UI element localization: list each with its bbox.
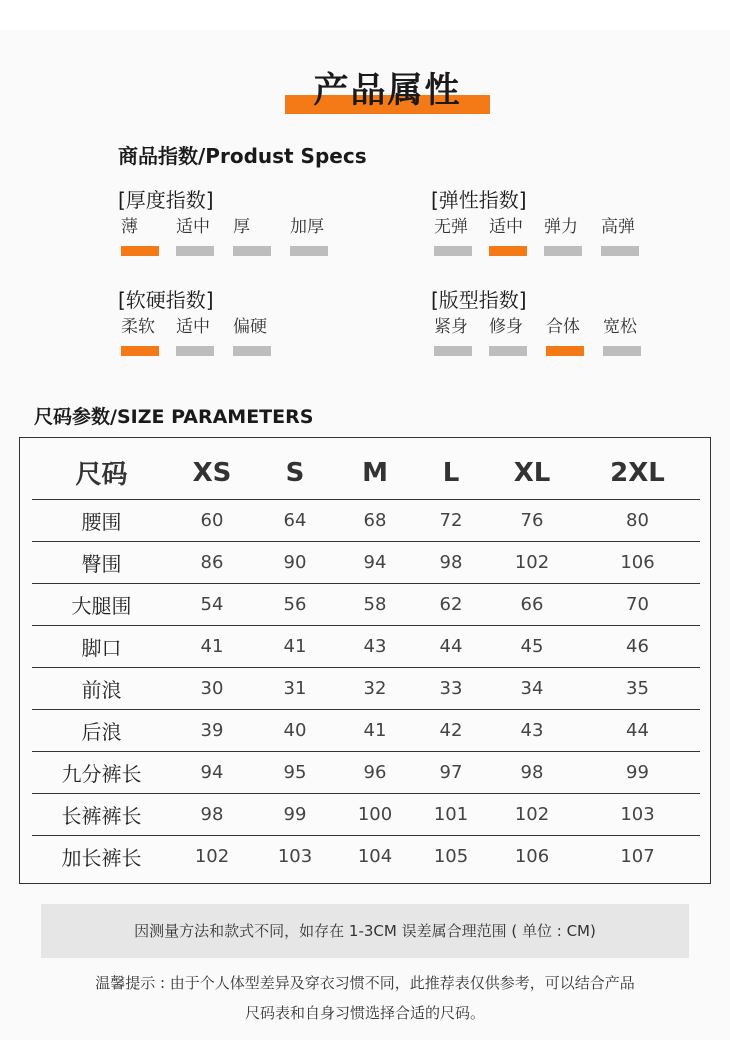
fit-index-group [431, 286, 637, 358]
table-cell: 31 [253, 668, 337, 710]
table-row [32, 626, 700, 668]
table-cell: 95 [253, 752, 337, 794]
table-cell: 107 [620, 846, 655, 867]
table-row [32, 752, 700, 794]
table-cell: 42 [413, 710, 489, 752]
table-header-cell: XS [171, 446, 253, 500]
option-high-stretch [601, 214, 641, 240]
table-cell: 43 [489, 710, 575, 752]
table-cell: 98 [489, 752, 575, 794]
row-label-cell: 脚口 [32, 626, 171, 668]
row-label-cell: 九分裤长 [32, 752, 171, 794]
option-bar [489, 246, 527, 256]
table-cell: 99 [253, 794, 337, 836]
option-label: 柔软 [121, 317, 155, 337]
option-list [118, 214, 324, 258]
elasticity-index-group [431, 186, 635, 258]
option-firm [233, 314, 273, 340]
row-label-cell: 长裤裤长 [32, 794, 171, 836]
table-cell: 103 [575, 794, 700, 836]
table-cell: 97 [413, 752, 489, 794]
table-row [32, 710, 700, 752]
option-label: 偏硬 [233, 317, 267, 337]
option-bar [176, 346, 214, 356]
option-tight [434, 314, 474, 340]
table-cell: 43 [337, 626, 413, 668]
option-bar [601, 246, 639, 256]
option-bar [176, 246, 214, 256]
table-cell: 98 [413, 542, 489, 584]
table-cell: 96 [337, 752, 413, 794]
option-bar [121, 346, 159, 356]
thickness-index-group [118, 186, 324, 258]
size-table-frame [19, 437, 711, 884]
table-header-row [32, 446, 700, 500]
table-cell: 94 [171, 752, 253, 794]
table-cell: 106 [575, 542, 700, 584]
size-parameters-heading: 尺码参数/SIZE PARAMETERS [34, 406, 314, 428]
option-regular [546, 314, 586, 340]
table-cell: 101 [413, 794, 489, 836]
option-stretch [544, 214, 584, 240]
table-cell: 62 [413, 584, 489, 626]
table-row [32, 668, 700, 710]
table-cell: 102 [489, 542, 575, 584]
option-label: 适中 [176, 217, 210, 237]
table-cell: 34 [489, 668, 575, 710]
table-header-cell: M [337, 446, 413, 500]
table-cell: 76 [489, 500, 575, 542]
table-cell: 94 [337, 542, 413, 584]
row-label-cell: 臀围 [32, 542, 171, 584]
option-label: 修身 [489, 317, 523, 337]
table-cell: 100 [337, 794, 413, 836]
table-cell: 90 [253, 542, 337, 584]
table-row [32, 542, 700, 584]
table-cell: 104 [357, 846, 393, 867]
option-thin [121, 214, 161, 240]
table-row [32, 500, 700, 542]
table-cell: 58 [337, 584, 413, 626]
group-title: [软硬指数] [118, 288, 214, 312]
row-label-cell: 腰围 [32, 500, 171, 542]
option-label: 高弹 [601, 217, 635, 237]
table-cell: 41 [171, 626, 253, 668]
option-label: 厚 [233, 217, 250, 237]
table-header-cell: S [253, 446, 337, 500]
table-cell: 44 [413, 626, 489, 668]
option-label: 紧身 [434, 317, 468, 337]
table-body [32, 500, 700, 878]
option-bar [290, 246, 328, 256]
row-label-cell: 前浪 [32, 668, 171, 710]
table-cell: 80 [575, 500, 700, 542]
specs-heading: 商品指数/Produst Specs [118, 144, 367, 168]
option-bar [434, 246, 472, 256]
group-title: [厚度指数] [118, 188, 214, 212]
option-label: 无弹 [434, 217, 468, 237]
table-row [32, 836, 700, 878]
table-cell: 54 [171, 584, 253, 626]
option-label: 合体 [546, 317, 580, 337]
table-cell: 39 [171, 710, 253, 752]
table-cell: 102 [489, 794, 575, 836]
table-cell: 45 [489, 626, 575, 668]
table-cell: 68 [337, 500, 413, 542]
option-label: 加厚 [290, 217, 324, 237]
option-bar [233, 246, 271, 256]
table-header-cell: 2XL [575, 446, 700, 500]
option-medium [176, 214, 216, 240]
option-bar [603, 346, 641, 356]
option-bar [489, 346, 527, 356]
table-header-cell: 尺码 [32, 446, 171, 500]
option-label: 宽松 [603, 317, 637, 337]
table-header-cell: XL [489, 446, 575, 500]
table-cell: 40 [253, 710, 337, 752]
table-row [32, 794, 700, 836]
option-bar [544, 246, 582, 256]
size-table [32, 446, 700, 877]
table-cell: 44 [575, 710, 700, 752]
option-thick [233, 214, 273, 240]
option-list [431, 314, 637, 358]
table-cell: 98 [171, 794, 253, 836]
option-bar [233, 346, 271, 356]
table-cell: 46 [575, 626, 700, 668]
measurement-note-box [41, 904, 689, 958]
table-cell: 86 [171, 542, 253, 584]
option-list [118, 314, 267, 358]
option-list [431, 214, 635, 258]
option-label: 适中 [489, 217, 523, 237]
option-loose [603, 314, 643, 340]
option-label: 薄 [121, 217, 138, 237]
option-medium [489, 214, 529, 240]
group-title: [弹性指数] [431, 188, 527, 212]
table-cell: 33 [413, 668, 489, 710]
table-header-cell: L [413, 446, 489, 500]
table-cell: 105 [433, 846, 469, 867]
table-cell: 102 [194, 846, 230, 867]
table-cell: 99 [575, 752, 700, 794]
top-band [0, 0, 730, 30]
table-cell: 41 [253, 626, 337, 668]
table-cell: 56 [253, 584, 337, 626]
table-cell: 66 [489, 584, 575, 626]
option-extra-thick [290, 214, 330, 240]
option-label: 适中 [176, 317, 210, 337]
group-title: [版型指数] [431, 288, 527, 312]
option-soft [121, 314, 161, 340]
page-title: 产品属性 [313, 71, 462, 111]
option-bar [546, 346, 584, 356]
table-cell: 72 [413, 500, 489, 542]
table-cell: 70 [575, 584, 700, 626]
option-medium [176, 314, 216, 340]
row-label-cell: 大腿围 [32, 584, 171, 626]
table-cell: 35 [575, 668, 700, 710]
row-label-cell: 加长裤长 [61, 846, 142, 870]
option-slim [489, 314, 529, 340]
option-bar [434, 346, 472, 356]
table-cell: 32 [337, 668, 413, 710]
table-cell: 106 [514, 846, 550, 867]
measurement-note: 因测量方法和款式不同，如存在 1-3CM 误差属合理范围 ( 单位 : CM) [134, 922, 596, 940]
option-bar [121, 246, 159, 256]
option-no-stretch [434, 214, 474, 240]
option-label: 弹力 [544, 217, 578, 237]
table-cell: 103 [277, 846, 313, 867]
warm-tips [40, 968, 690, 1028]
table-cell: 30 [171, 668, 253, 710]
table-cell: 64 [253, 500, 337, 542]
tips-line: 温馨提示 : 由于个人体型差异及穿衣习惯不同，此推荐表仅供参考，可以结合产品 [95, 974, 635, 992]
title-block [285, 68, 490, 114]
table-cell: 60 [171, 500, 253, 542]
tips-line: 尺码表和自身习惯选择合适的尺码。 [244, 1004, 485, 1022]
row-label-cell: 后浪 [32, 710, 171, 752]
table-row [32, 584, 700, 626]
table-cell: 41 [337, 710, 413, 752]
softness-index-group [118, 286, 267, 358]
